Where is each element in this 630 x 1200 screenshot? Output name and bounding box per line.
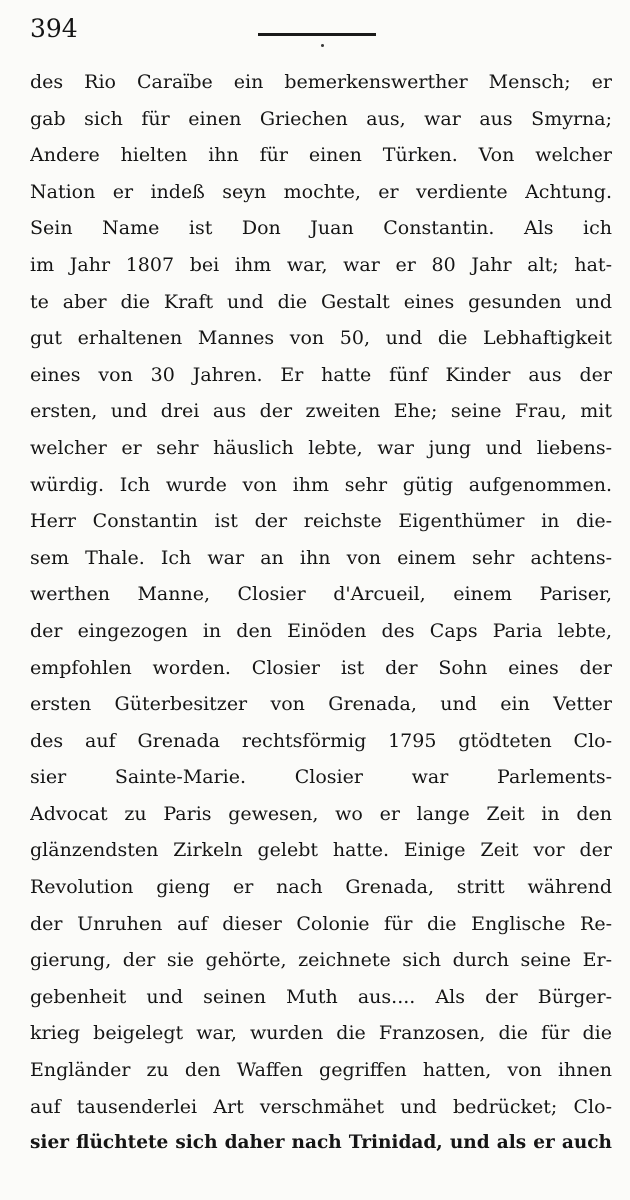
header-dot <box>321 44 324 47</box>
text-line: gebenheit und seinen Muth aus.... Als der Bürger- <box>30 985 612 1008</box>
header-rule <box>258 33 376 36</box>
text-line: welcher er sehr häuslich lebte, war jung und liebens- <box>30 436 612 459</box>
text-line: würdig. Ich wurde von ihm sehr gütig aufgenommen. <box>30 473 612 496</box>
text-line: des auf Grenada rechtsförmig 1795 gtödteten Clo- <box>30 729 612 752</box>
text-line: ersten, und drei aus der zweiten Ehe; seine Frau, mit <box>30 400 612 423</box>
text-line: des Rio Caraïbe ein bemerkenswerther Mensch; er <box>30 71 612 93</box>
text-line: der Unruhen auf dieser Colonie für die Englische Re- <box>30 912 612 935</box>
text-line: gierung, der sie gehörte, zeichnete sich durch seine Er- <box>30 949 612 972</box>
text-line: sier Sainte-Marie. Closier war Parlements- <box>30 766 612 789</box>
text-line: gut erhaltenen Mannes von 50, und die Lebhaftigkeit <box>30 327 612 350</box>
text-line: gab sich für einen Griechen aus, war aus Smyrna; <box>30 107 612 130</box>
text-line: ersten Güterbesitzer von Grenada, und ein Vetter <box>30 693 612 716</box>
text-line: im Jahr 1807 bei ihm war, war er 80 Jahr alt; hat- <box>30 253 612 276</box>
text-line: Engländer zu den Waffen gegriffen hatten, von ihnen <box>30 1059 612 1082</box>
text-line: eines von 30 Jahren. Er hatte fünf Kinder aus der <box>30 363 612 386</box>
text-line: Herr Constantin ist der reichste Eigenthümer in die- <box>30 510 612 533</box>
page-number: 394 <box>30 14 78 43</box>
text-line: sier flüchtete sich daher nach Trinidad, und als er auch <box>30 1132 612 1154</box>
text-line: Advocat zu Paris gewesen, wo er lange Zeit in den <box>30 802 612 825</box>
text-line: te aber die Kraft und die Gestalt eines gesunden und <box>30 290 612 313</box>
text-line: werthen Manne, Closier d'Arcueil, einem Pariser, <box>30 583 612 606</box>
text-line: Sein Name ist Don Juan Constantin. Als ich <box>30 217 612 240</box>
body-text <box>30 64 612 1162</box>
text-line: krieg beigelegt war, wurden die Franzosen, die für die <box>30 1022 612 1045</box>
text-line: der eingezogen in den Einöden des Caps Paria lebte, <box>30 619 612 642</box>
text-line: glänzendsten Zirkeln gelebt hatte. Einige Zeit vor der <box>30 839 612 862</box>
text-line: Nation er indeß seyn mochte, er verdiente Achtung. <box>30 180 612 203</box>
text-line: sem Thale. Ich war an ihn von einem sehr achtens- <box>30 546 612 569</box>
text-line: Andere hielten ihn für einen Türken. Von welcher <box>30 144 612 167</box>
text-line: Revolution gieng er nach Grenada, stritt während <box>30 876 612 899</box>
text-line: auf tausenderlei Art verschmähet und bedrücket; Clo- <box>30 1095 612 1118</box>
text-line: empfohlen worden. Closier ist der Sohn eines der <box>30 656 612 679</box>
